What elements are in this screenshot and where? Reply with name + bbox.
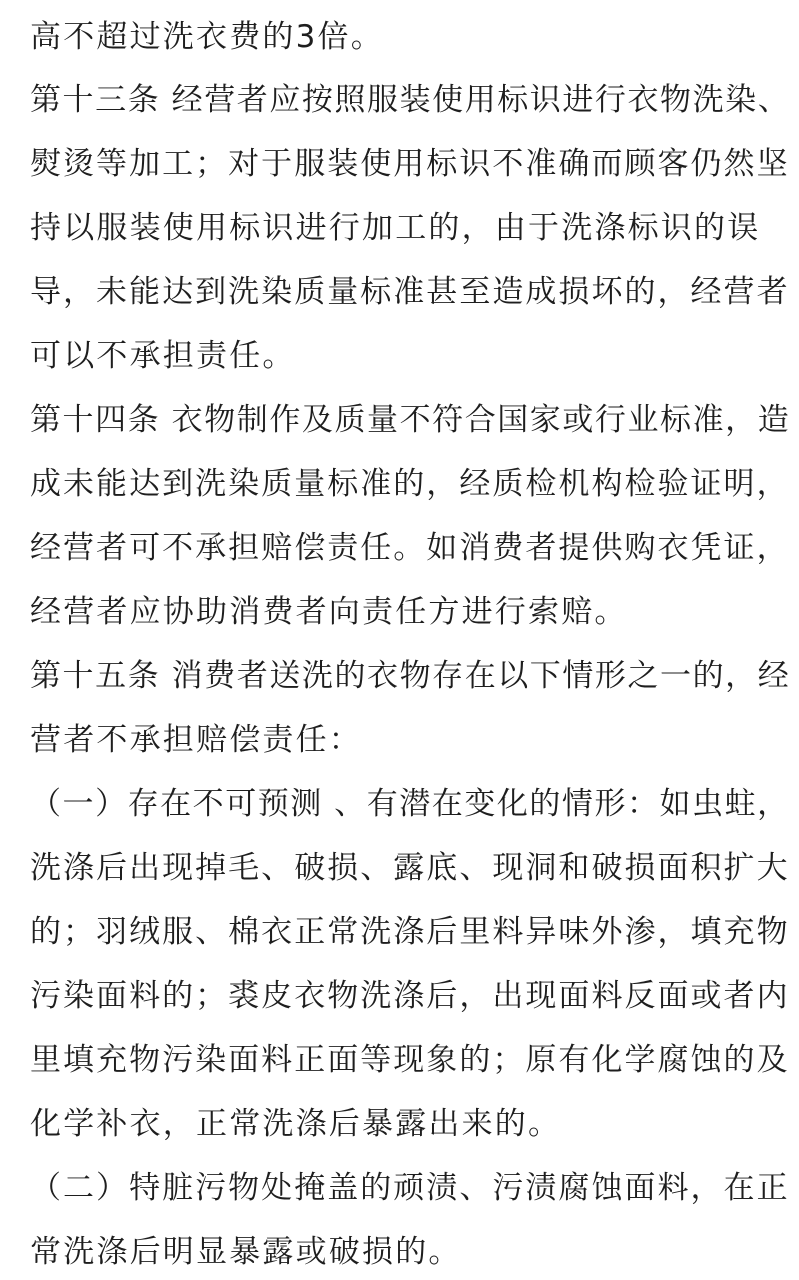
text-line: 第十三条 经营者应按照服装使用标识进行衣物洗染、 <box>30 82 791 118</box>
text-line: 里填充物污染面料正面等现象的；原有化学腐蚀的及 <box>30 1042 790 1078</box>
text-line: 常洗涤后明显暴露或破损的。 <box>30 1234 462 1270</box>
text-line: 成未能达到洗染质量标准的，经质检机构检验证明， <box>30 466 790 502</box>
text-line: （一）存在不可预测 、有潜在变化的情形：如虫蛀， <box>30 786 790 822</box>
text-line: 洗涤后出现掉毛、破损、露底、现洞和破损面积扩大 <box>30 850 790 886</box>
text-line: 营者不承担赔偿责任： <box>30 722 362 758</box>
text-line: 污染面料的；裘皮衣物洗涤后，出现面料反面或者内 <box>30 978 790 1014</box>
text-line: 化学补衣，正常洗涤后暴露出来的。 <box>30 1106 562 1142</box>
text-line: 第十五条 消费者送洗的衣物存在以下情形之一的，经 <box>30 658 791 694</box>
text-line: 导，未能达到洗染质量标准甚至造成损坏的，经营者 <box>30 274 790 310</box>
text-line: 经营者应协助消费者向责任方进行索赔。 <box>30 594 628 630</box>
text-line: 高不超过洗衣费的3倍。 <box>30 19 384 55</box>
text-line: 的；羽绒服、棉衣正常洗涤后里料异味外渗，填充物 <box>30 914 790 950</box>
text-line: 经营者可不承担赔偿责任。如消费者提供购衣凭证， <box>30 530 790 566</box>
text-line: 可以不承担责任。 <box>30 338 296 374</box>
text-line: 熨烫等加工；对于服装使用标识不准确而顾客仍然坚 <box>30 146 790 182</box>
text-line: （二）特脏污物处掩盖的顽渍、污渍腐蚀面料，在正 <box>30 1170 790 1206</box>
text-line: 持以服装使用标识进行加工的，由于洗涤标识的误 <box>30 210 761 246</box>
text-line: 第十四条 衣物制作及质量不符合国家或行业标准，造 <box>30 402 791 438</box>
